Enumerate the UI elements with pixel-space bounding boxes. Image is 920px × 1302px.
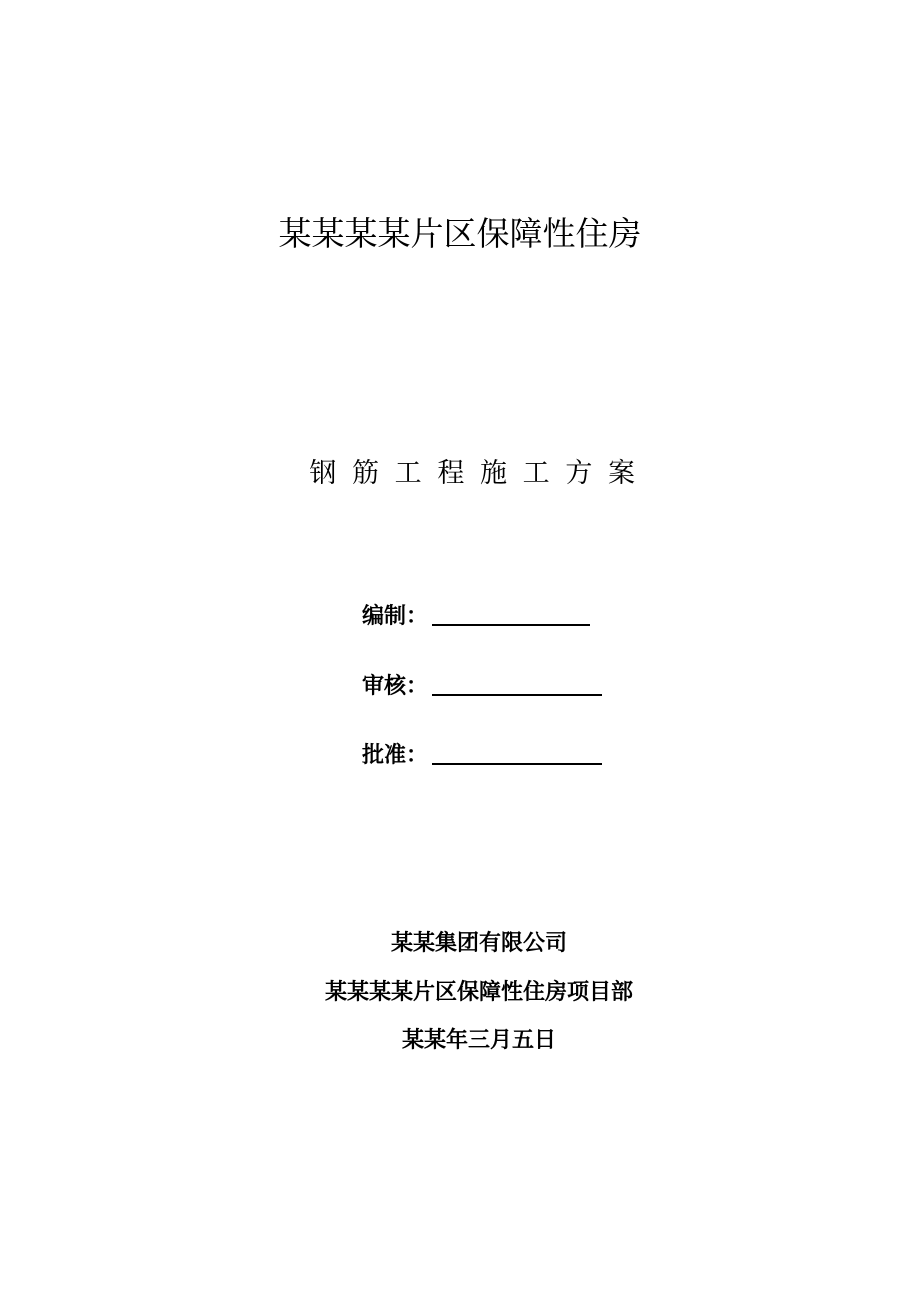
signature-line-reviewed (432, 668, 602, 696)
signature-label-reviewed: 审核： (362, 674, 429, 699)
footer-company: 某某集团有限公司 (390, 931, 567, 956)
signature-row-reviewed (362, 666, 602, 702)
footer-department: 某某某某片区保障性住房项目部 (324, 980, 633, 1005)
signature-line-approved (432, 737, 602, 765)
signature-label-approved: 批准： (362, 743, 429, 768)
document-subtitle: 钢筋工程施工方案 (309, 458, 651, 489)
signature-label-prepared: 编制： (362, 604, 429, 629)
signature-row-prepared (362, 596, 590, 632)
signature-row-approved (362, 735, 602, 771)
document-title: 某某某某片区保障性住房 (278, 214, 642, 253)
footer-date: 某某年三月五日 (401, 1028, 556, 1053)
signature-line-prepared (432, 598, 590, 626)
